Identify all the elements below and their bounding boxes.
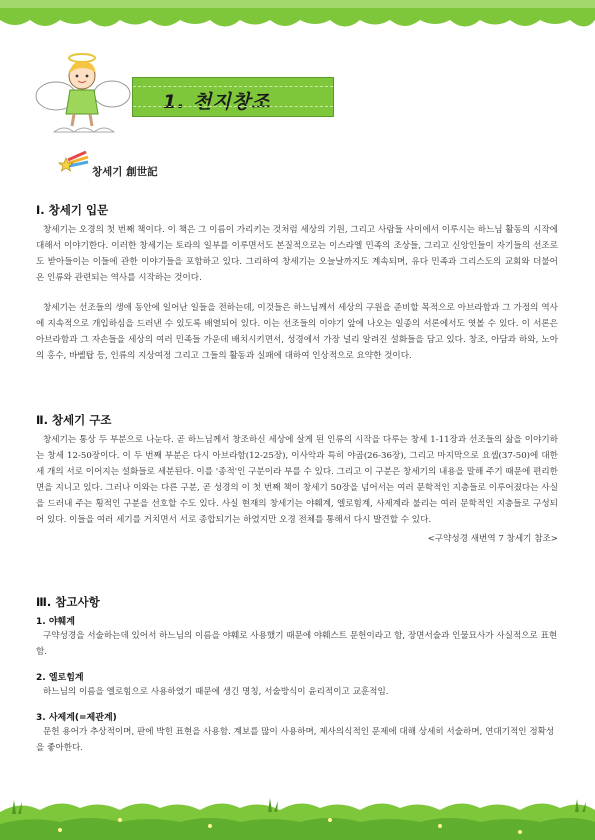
section-heading: Ⅱ. 창세기 구조 [36,413,112,427]
paragraph: 창세기는 통상 두 부분으로 나눈다. 곧 하느님께서 창조하신 세상에 살게 된 인류의 시작을 다루는 창세 1-11장과 선조들의 삶을 이야기하는 창세 12-50장이다. 이 두 번째 부분은 다시 아브라함(12-25장), 이사악과 특히 야곱(26-36장), 그리고 마지막으로 요셉(37-50)에 대한 세 개의 서로 이어지는 설화들로 세분된다. 이를 '종적'인 구분이라 부를 수 있다. 그리고 이 구분은 창세기의 내용을 말해 주기 때문에 편리한 면을 지니고 있다. 그러나 이와는 다른 구분, 곧 성경의 이 첫 번째 책이 창세기 50장을 넘어서는 여러 문학적인 지층들로 이루어졌다는 사실을 드러내 주는 횡적인 구분을 선호할 수도 있다. 사실 현재의 창세기는 야훼계, 엘로힘계, 사제계라 불리는 여러 문학적인 지층들로 구성되어 있다. 이들을 여러 세기를 거치면서 서로 종합되기는 하였지만 오경 전체를 통해서 다시 발견할 수 있다. [36,435,558,525]
note-title: 3. 사제계(=제관계) [36,713,117,723]
top-grass-border [0,0,595,34]
shooting-star-icon [58,150,90,176]
note-title: 1. 야훼계 [36,617,75,627]
book-subtitle: 창세기 創世記 [92,166,158,178]
note-text: 하느님의 이름을 엘로힘으로 사용하였기 때문에 생긴 명칭, 서술방식이 윤리적이고 교훈적임. [43,687,389,697]
note-text: 문헌 용어가 추상적이며, 판에 박힌 표현을 사용함. 계보를 많이 사용하며, 제사의식적인 문제에 대해 상세히 서술하며, 연대기적인 정확성을 좋아한다. [36,727,555,753]
paragraph: 창세기는 선조들의 생애 동안에 일어난 일들을 전하는데, 이것들은 하느님께서 세상의 구원을 준비할 목적으로 아브라함과 그 가정의 역사에 지속적으로 개입하심을 드러낸 수 있도록 배열되어 있다. 이는 선조들의 이야기 앞에 나오는 일종의 서론에서도 엿볼 수 있다. 이 서론은 아브라함과 그 자손들을 세상의 여러 민족들 가운데 배치시키면서, 성경에서 가장 널리 알려진 설화들을 담고 있다. 창조, 아담과 하와, 노아의 홍수, 바벨탑 등, 인류의 지상여정 그리고 그들의 활동과 실패에 대하여 인상적으로 요약한 것이다. [36,303,558,361]
note-text: 구약성경을 서술하는데 있어서 하느님의 이름을 야훼로 사용했기 때문에 야훼스트 문헌이라고 함, 장면서술과 인물묘사가 사실적으로 표현함. [36,631,558,657]
angel-icon [34,48,134,140]
section-structure [36,412,558,544]
section-heading: Ⅲ. 참고사항 [36,595,100,609]
note-item [36,614,558,660]
note-item [36,670,558,700]
note-item [36,710,558,756]
bottom-grass-border [0,790,595,840]
section-notes [36,594,558,756]
note-title: 2. 엘로힘계 [36,673,84,683]
reference-note: <구약성경 새번역 7 창세기 참조> [427,534,558,544]
paragraph: 창세기는 오경의 첫 번째 책이다. 이 책은 그 이름이 가리키는 것처럼 세상의 기원, 그리고 사람들 사이에서 이루시는 하느님 활동의 시작에 대해서 이야기한다. 이러한 창세기는 토라의 일부를 이루면서도 본질적으로는 이스라엘 민족의 조상들, 그리고 신앙인들이 자기들의 선조로도 받아들이는 이들에 관한 이야기들을 포함하고 있다. 그리하여 창세기는 오늘날까지도 계속되며, 유다 민족과 그리스도의 교회와 더불어 온 인류와 관련되는 역사를 시작하는 것이다. [36,225,558,283]
section-heading: Ⅰ. 창세기 입문 [36,203,109,217]
chapter-title-banner [132,77,334,117]
section-intro [36,202,558,364]
chapter-title: 1. 천지창조 [163,91,271,113]
